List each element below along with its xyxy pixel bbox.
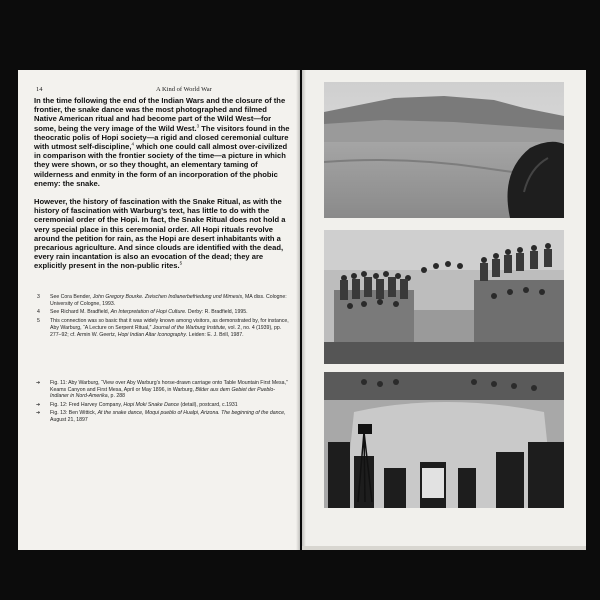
figure-captions [34,380,290,426]
footnote-item: 3 See Cora Bender, John Gregory Bourke. Zwischen Indianerbefriedung und Mimesis, MA diss. Cologne: University of Cologne, 1993. [37,294,287,307]
photo-mesa-landscape [324,82,564,218]
caption-fig-12: ➔ Fig. 12: Fred Harvey Company, Hopi Moki Snake Dance (detail), postcard, c.1931 [36,401,238,408]
arrow-right-icon: ➔ [36,410,41,417]
page-number: 14 [36,86,43,93]
running-title: A Kind of World War [156,86,212,93]
body-text [34,96,290,280]
page-edge [302,546,586,550]
footnote-ref[interactable]: 5 [179,260,183,266]
caption-fig-11: ➔ Fig. 11: Aby Warburg, “View over Aby Warburg’s horse-drawn carriage onto Table Mountain First Mesa,” Keams Canyon and First Mesa, April or May 1896, in Warburg, Bilder aus dem Gebiet der Pueblo-Indianer in Nord-Amerika, p. 288 [36,380,288,400]
footnote-item: 5 This connection was so basic that it was widely known among visitors, as demonstrated by, for instance, Aby Warburg, “A Lecture on Serpent Ritual,” Journal of the Warburg Institute, vol. 2, no. 4 (1939), pp. 277–92; cf. Armin W. Geertz, Hopi Indian Altar Iconography. Leiden: E. J. Brill, 1987. [37,318,289,338]
footnote-item: 4 See Richard M. Bradfield, An Interpretation of Hopi Culture. Derby: R. Bradfield, 1995. [37,309,248,316]
running-header [36,86,286,96]
photo-snake-dance [324,372,564,508]
book-gutter [296,70,306,550]
paragraph-1: In the time following the end of the Indian Wars and the closure of the frontier, the snake dance was the most photographed and filmed Native American ritual and had become part of the Wild West—for some, being the very image of the Wild West.$^3$ The visitors found in the theocratic polis of Hopi society—a rigid and closed ceremonial culture with utmost self-discipline,$^4$ which one could call almost over-civilized in comparison with the frontier society of the time—a picture in which they were shown, or so they thought, an elementary taming of wilderness and enmity in the form of an incorporation of the phobic enemy: the snake. [34,96,290,188]
footnote-ref[interactable]: 3 [196,123,200,129]
footnotes [34,294,290,340]
arrow-right-icon: ➔ [36,380,41,386]
photo-pueblo-crowd [324,230,564,364]
arrow-right-icon: ➔ [36,401,41,408]
footnote-ref[interactable]: 4 [131,141,134,147]
paragraph-2: However, the history of fascination with the Snake Ritual, as with the history of fascination with Warburg’s text, has little to do with the ceremonial order of the Hopi. In fact, the Snake Ritual does not hold a very special place in this ceremonial order. All Hopi rituals revolve around the petition for rain, as the Hopi are desert inhabitants with a precarious agriculture. And since clouds are identified with the dead, every rain incantation is also an evocation of the dead; they are explicitly present in the non-public rites.$^5$ [34,197,286,271]
caption-fig-13: ➔ Fig. 13: Ben Wittick, At the snake dance, Moqui pueblo of Hualpi, Arizona. The beginning of the dance, August 21, 1897 [36,410,286,423]
